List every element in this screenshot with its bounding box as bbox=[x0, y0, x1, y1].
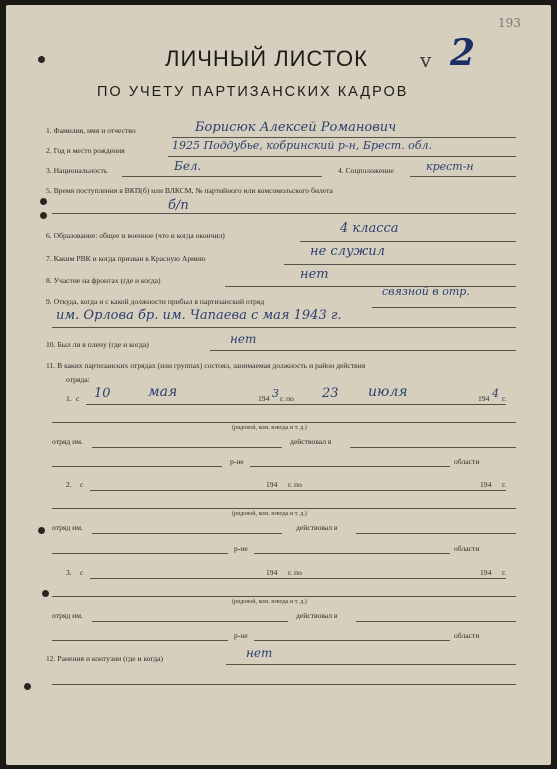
period-2-g: г. bbox=[502, 480, 507, 489]
period-1-rank-hint: (рядовой, ком. взвода и т. д.) bbox=[232, 424, 307, 431]
period-1-g-po: г. по bbox=[280, 394, 294, 403]
field-6-label: 6. Образование: общее и военное (что и когда окончил) bbox=[46, 231, 225, 240]
period-2-line-oblast bbox=[254, 553, 450, 554]
period-1-c: с bbox=[76, 394, 80, 403]
field-1-label: 1. Фамилия, имя и отчество bbox=[46, 126, 136, 135]
period-1-day-to: 23 bbox=[322, 386, 339, 401]
period-1-deistvoval-label: действовал в bbox=[290, 437, 332, 446]
period-2-year-from: 194 bbox=[266, 480, 278, 489]
period-1-day-from: 10 bbox=[94, 386, 111, 401]
period-1-month-from: мая bbox=[148, 384, 178, 400]
punch-hole bbox=[42, 590, 49, 597]
field-12-label: 12. Ранения и контузии (где и когда) bbox=[46, 654, 164, 663]
field-10-label: 10. Был ли в плену (где и когда) bbox=[46, 340, 149, 349]
period-3-line-oblast bbox=[254, 640, 450, 641]
field-9-label: 9. Откуда, когда и с какой должности прибыл в партизанский отряд bbox=[46, 297, 265, 306]
period-3-line-rank bbox=[52, 596, 516, 597]
field-5-line bbox=[52, 213, 516, 214]
period-1-month-to: июля bbox=[368, 384, 408, 400]
period-3-rne-label: р-не bbox=[234, 631, 248, 640]
period-2-rne-label: р-не bbox=[234, 544, 248, 553]
punch-hole bbox=[24, 683, 31, 690]
sheet-number: 2 bbox=[450, 32, 476, 74]
field-8-line bbox=[225, 286, 516, 287]
field-8-label: 8. Участие на фронтах (где и когда) bbox=[46, 276, 161, 285]
period-3-g-po: г. по bbox=[288, 568, 302, 577]
archive-number: 193 bbox=[498, 16, 521, 30]
field-2-line bbox=[168, 156, 516, 157]
field-6-value: 4 класса bbox=[340, 221, 399, 236]
period-1-oblasti-label: области bbox=[454, 457, 480, 466]
period-1-year-to: 194 bbox=[478, 394, 490, 403]
period-3-number: 3. bbox=[66, 568, 72, 577]
punch-hole bbox=[40, 198, 47, 205]
field-4-value: крест-н bbox=[426, 160, 474, 173]
field-1-line bbox=[172, 137, 516, 138]
period-2-g-po: г. по bbox=[288, 480, 302, 489]
period-2-oblasti-label: области bbox=[454, 544, 480, 553]
period-2-c: с bbox=[80, 480, 84, 489]
period-1-line-dates bbox=[86, 404, 506, 405]
field-7-value: не служил bbox=[310, 244, 385, 259]
title-mark: v bbox=[420, 48, 432, 72]
form-sheet bbox=[6, 5, 551, 765]
field-8-value: нет bbox=[300, 267, 329, 282]
field-7-line bbox=[284, 264, 516, 265]
field-12-value: нет bbox=[246, 646, 273, 660]
period-3-oblasti-label: области bbox=[454, 631, 480, 640]
field-4-label: 4. Соцположение bbox=[338, 166, 394, 175]
period-2-line-rank bbox=[52, 508, 516, 509]
period-2-line-dates bbox=[90, 490, 506, 491]
period-2-otryad-label: отряд им. bbox=[52, 523, 83, 532]
period-3-otryad-label: отряд им. bbox=[52, 611, 83, 620]
period-1-year-from-suffix: 3 bbox=[272, 387, 279, 400]
field-10-line bbox=[210, 350, 516, 351]
field-9-line-2 bbox=[52, 327, 516, 328]
period-1-line-deistvoval bbox=[350, 447, 516, 448]
field-4-line bbox=[410, 176, 516, 177]
field-10-value: нет bbox=[230, 332, 257, 346]
period-3-line-otryad bbox=[92, 621, 288, 622]
period-1-year-from: 194 bbox=[258, 394, 270, 403]
period-3-line-raion bbox=[52, 640, 228, 641]
field-11-label: 11. В каких партизанских отрядах (или группах) состоял, занимаемая должность и район действия bbox=[46, 361, 366, 370]
field-12-line-2 bbox=[52, 684, 516, 685]
period-1-line-rank bbox=[52, 422, 516, 423]
period-2-deistvoval-label: действовал в bbox=[296, 523, 338, 532]
field-3-value: Бел. bbox=[174, 159, 202, 173]
period-3-line-dates bbox=[90, 578, 506, 579]
period-3-year-from: 194 bbox=[266, 568, 278, 577]
period-1-line-otryad bbox=[92, 447, 282, 448]
field-3-line bbox=[122, 176, 322, 177]
field-12-line bbox=[226, 664, 516, 665]
field-1-value: Борисюк Алексей Романович bbox=[195, 120, 397, 135]
field-7-label: 7. Каким РВК и когда призван в Красную Армию bbox=[46, 254, 206, 263]
field-6-line bbox=[300, 241, 516, 242]
punch-hole bbox=[38, 527, 45, 534]
period-1-line-oblast bbox=[250, 466, 450, 467]
period-1-number: 1. bbox=[66, 394, 72, 403]
form-title: ЛИЧНЫЙ ЛИСТОК bbox=[165, 46, 368, 71]
field-9-value-b: им. Орлова бр. им. Чапаева с мая 1943 г. bbox=[56, 308, 342, 323]
period-2-number: 2. bbox=[66, 480, 72, 489]
punch-hole bbox=[40, 212, 47, 219]
period-3-deistvoval-label: действовал в bbox=[296, 611, 338, 620]
period-3-c: с bbox=[80, 568, 84, 577]
period-3-g: г. bbox=[502, 568, 507, 577]
period-3-year-to: 194 bbox=[480, 568, 492, 577]
field-2-value: 1925 Поддубье, кобринский р-н, Брест. обл. bbox=[172, 139, 432, 152]
punch-hole bbox=[38, 56, 45, 63]
period-1-otryad-label: отряд им. bbox=[52, 437, 83, 446]
period-2-line-otryad bbox=[92, 533, 282, 534]
period-1-line-raion bbox=[52, 466, 222, 467]
field-5-value: б/п bbox=[168, 198, 189, 213]
field-9-line-1 bbox=[372, 307, 516, 308]
period-3-rank-hint: (рядовой, ком. взвода и т. д.) bbox=[232, 598, 307, 605]
period-2-line-deistvoval bbox=[356, 533, 516, 534]
period-3-line-deistvoval bbox=[356, 621, 516, 622]
period-2-year-to: 194 bbox=[480, 480, 492, 489]
period-1-g: г. bbox=[502, 394, 507, 403]
period-2-line-raion bbox=[52, 553, 228, 554]
field-5-label: 5. Время поступления в ВКП(б) или ВЛКСМ, № партийного или комсомольского билета bbox=[46, 186, 333, 195]
period-1-rne-label: р-не bbox=[230, 457, 244, 466]
form-subtitle: ПО УЧЕТУ ПАРТИЗАНСКИХ КАДРОВ bbox=[97, 84, 409, 100]
field-11-label-cont: отряда: bbox=[66, 375, 90, 384]
period-2-rank-hint: (рядовой, ком. взвода и т. д.) bbox=[232, 510, 307, 517]
field-2-label: 2. Год и место рождения bbox=[46, 146, 125, 155]
field-3-label: 3. Национальность bbox=[46, 166, 108, 175]
period-1-year-to-suffix: 4 bbox=[492, 387, 499, 400]
field-9-value-a: связной в отр. bbox=[382, 285, 470, 298]
